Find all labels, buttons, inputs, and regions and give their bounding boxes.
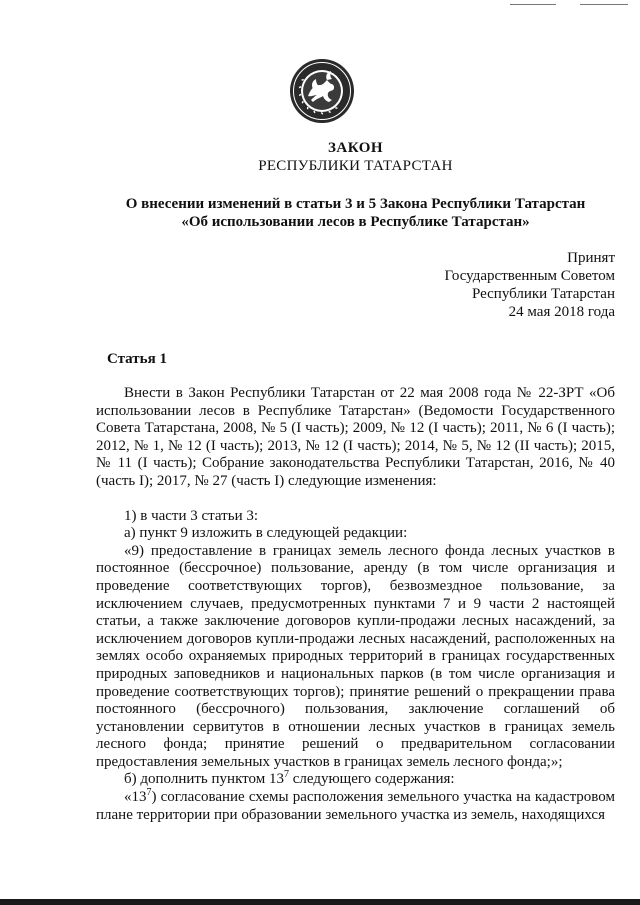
article-body	[96, 385, 615, 824]
article-heading: Статья 1	[107, 351, 167, 367]
paragraph-quote-13-7: «$13^7$) согласование схемы расположения земельного участка на кадастровом плане территории при образовании земельного участка из земель, находящихся	[96, 787, 615, 823]
document-type: ЗАКОН	[327, 140, 384, 156]
law-title-line: «Об использовании лесов в Республике Татарстан»	[181, 214, 530, 230]
paragraph-item-1: 1) в части 3 статьи 3:	[124, 507, 259, 524]
adoption-line: Принят	[567, 250, 615, 266]
paragraph-intro: Внести в Закон Республики Татарстан от 22 мая 2008 года № 22-ЗРТ «Об использовании лесов в Республике Татарстан» (Ведомости Государственного Совета Татарстана, 2008, № 5 (I часть); 2009, № 12 (I часть); 2011, № 6 (I часть); 2012, № 1, № 12 (I часть); 2013, № 12 (I часть); 2014, № 5, № 12 (II часть); 2015, № 11 (I часть); Собрание законодательства Республики Татарстан, 2016, № 40 (часть I); 2017, № 27 (часть I) следующие изменения:	[96, 385, 615, 489]
issuer: РЕСПУБЛИКИ ТАТАРСТАН	[258, 158, 453, 174]
paragraph-item-1a: а) пункт 9 изложить в следующей редакции:	[124, 525, 408, 542]
law-title-line: О внесении изменений в статьи 3 и 5 Закона Республики Татарстан	[125, 196, 586, 212]
paragraph-item-1b: б) дополнить пунктом $13^7$ следующего содержания:	[124, 769, 455, 788]
adoption-block	[96, 249, 615, 321]
tatarstan-coat-of-arms-icon	[289, 58, 355, 124]
adoption-line: Республики Татарстан	[471, 286, 615, 302]
adoption-line: Государственным Советом	[444, 268, 615, 284]
scan-marks	[510, 4, 628, 6]
adoption-date: 24 мая 2018 года	[508, 304, 615, 320]
paragraph-quote-9: «9) предоставление в границах земель лесного фонда лесных участков в постоянное (бессрочное) пользование, аренду (в том числе организация и проведение соответствующих торгов), безвозмездное пользование, за исключением случаев, предусмотренных пунктами 7 и 9 части 2 настоящей статьи, а также заключение договоров купли-продажи лесных насаждений, за исключением договоров купли-продажи лесных насаждений, расположенных на землях особо охраняемых природных территорий в границах государственных природных заповедников и национальных парков (в том числе организация и проведение соответствующих торгов); принятие решений о прекращении права постоянного (бессрочного) пользования, заключение соглашений об установлении сервитутов в отношении лесных участков в границах земель лесного фонда; принятие решений о предварительном согласовании предоставления земельных участков в границах земель лесного фонда;»;	[96, 542, 615, 770]
law-title	[96, 195, 615, 231]
scan-bottom-edge	[0, 899, 640, 905]
